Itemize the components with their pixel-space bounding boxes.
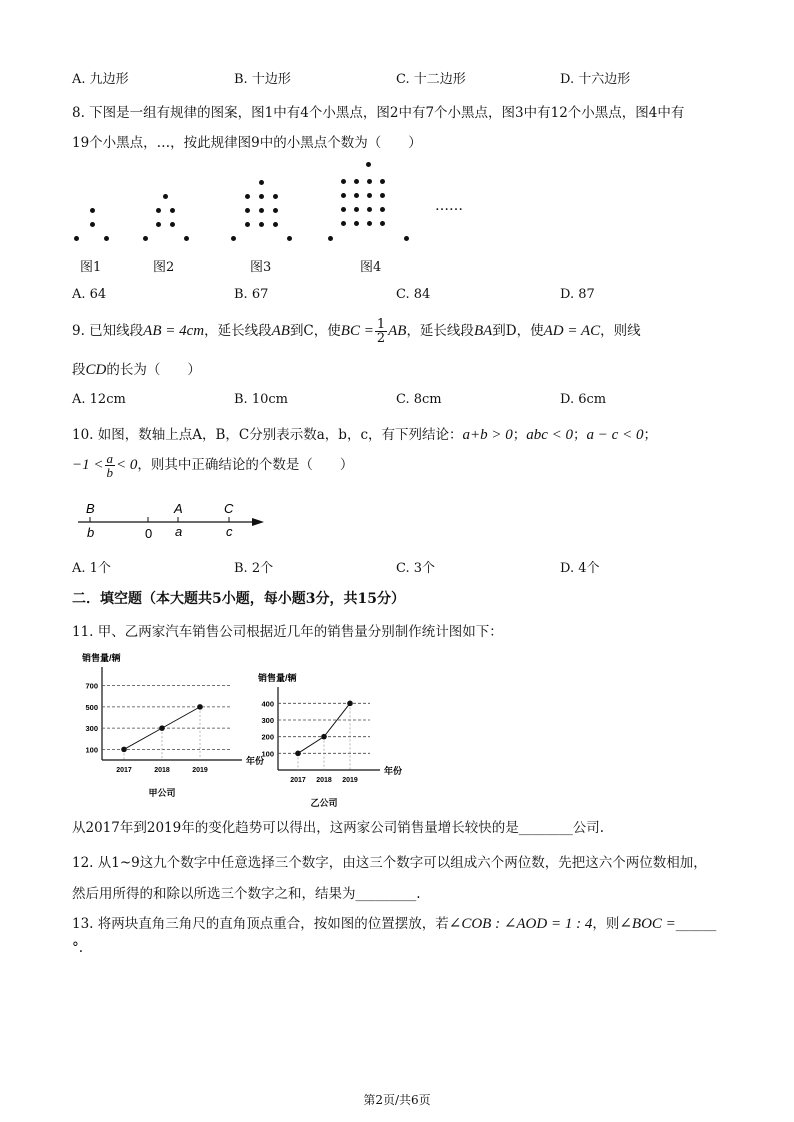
axis-point-B: B (86, 501, 95, 516)
data-point (321, 734, 327, 740)
section-fill-in-heading: 二．填空题（本大题共5小题，每小题3分，共15分） (72, 591, 405, 607)
q8-fig-label-2: 图2 (153, 260, 175, 275)
x-tick-label: 2017 (290, 777, 306, 784)
x-axis-label: 年份 (246, 756, 265, 766)
y-tick-label: 400 (261, 699, 274, 709)
y-tick-label: 100 (85, 745, 98, 755)
q8-ellipsis: …… (435, 198, 463, 214)
axis-value-c: c (226, 524, 233, 539)
q9-fraction: $\frac{1}{2}$ (376, 317, 386, 346)
q10-option-a: A. 1个 (72, 561, 111, 576)
y-tick-label: 300 (85, 724, 98, 734)
data-point (159, 725, 165, 731)
q8-option-a: A. 64 (72, 287, 107, 302)
axis-zero: 0 (145, 526, 153, 541)
q7-option-d: D. 十六边形 (560, 72, 631, 87)
q10-fraction: $\frac{a}{b}$ (106, 451, 113, 480)
q8-fig-label-1: 图1 (80, 260, 102, 275)
q11-follow: 从2017年到2019年的变化趋势可以得出，这两家公司销售量增长较快的是________公司. (72, 820, 605, 836)
data-point (197, 704, 203, 710)
chart-title: 乙公司 (310, 798, 338, 808)
q9-option-b: B. 10cm (234, 392, 288, 407)
y-tick-label: 300 (261, 716, 274, 725)
y-axis-label: 销售量/辆 (82, 653, 121, 663)
q10-option-d: D. 4个 (560, 561, 600, 576)
y-tick-label: 100 (261, 749, 274, 759)
q8-option-d: D. 87 (560, 287, 595, 302)
q8-line1: 8. 下图是一组有规律的图案，图1中有4个小黑点，图2中有7个小黑点，图3中有12个小黑点，图4中有 (72, 105, 685, 121)
q13-line2: °. (72, 940, 84, 956)
y-axis-label: 销售量/辆 (258, 673, 297, 683)
chart-company-jia (80, 648, 265, 808)
q12-line2: 然后用所得的和除以所选三个数字之和，结果为_________. (72, 886, 421, 902)
q8-line2: 19个小黑点，…，按此规律图9中的小黑点个数为（ ） (72, 135, 422, 151)
x-tick-label: 2019 (342, 777, 358, 784)
q9-option-d: D. 6cm (560, 392, 607, 407)
q8-fig-label-4: 图4 (360, 260, 382, 275)
y-tick-label: 500 (85, 702, 98, 712)
q12-line1: 12. 从1~9这九个数字中任意选择三个数字，由这三个数字可以组成六个两位数，先把这六个两位数相加， (72, 855, 707, 871)
q10-line2: −1 < $\frac{a}{b}$ < 0，则其中正确结论的个数是（ ） (72, 451, 354, 480)
q9-option-a: A. 12cm (72, 392, 126, 407)
data-point (295, 751, 301, 757)
data-point (121, 747, 127, 753)
axis-value-a: a (175, 524, 183, 539)
axis-value-b: b (87, 525, 95, 540)
axis-point-A: A (174, 501, 183, 516)
q8-option-b: B. 67 (234, 287, 269, 302)
q7-option-c: C. 十二边形 (396, 72, 466, 87)
q11-text: 11. 甲、乙两家汽车销售公司根据近几年的销售量分别制作统计图如下： (72, 624, 503, 640)
q8-option-c: C. 84 (396, 287, 431, 302)
q7-option-a: A. 九边形 (72, 72, 129, 87)
data-point (347, 701, 353, 707)
y-tick-label: 700 (85, 681, 98, 691)
axis-point-C: C (224, 501, 234, 516)
x-tick-label: 2018 (154, 767, 170, 774)
q9-line1: 9. 已知线段AB = 4cm，延长线段AB到C，使BC = $\frac{1}{2}$ AB，延长线段BA到D，使AD = AC，则线 (72, 317, 641, 346)
q8-fig-label-3: 图3 (250, 260, 272, 275)
x-tick-label: 2019 (192, 767, 208, 774)
x-axis-label: 年份 (384, 766, 403, 776)
x-tick-label: 2017 (116, 767, 132, 774)
q7-option-b: B. 十边形 (234, 72, 291, 87)
q9-option-c: C. 8cm (396, 392, 442, 407)
page-footer: 第2页/共6页 (363, 1093, 431, 1107)
chart-title: 甲公司 (148, 788, 176, 798)
q9-line2: 段CD的长为（ ） (72, 362, 201, 378)
y-tick-label: 200 (261, 732, 274, 742)
q10-line1: 10. 如图，数轴上点A，B，C分别表示数a，b，c，有下列结论：a+b > 0；abc < 0；a − c < 0； (72, 427, 657, 443)
q10-option-b: B. 2个 (234, 561, 274, 576)
q13-line1: 13. 将两块直角三角尺的直角顶点重合，按如图的位置摆放，若∠COB : ∠AOD = 1 : 4，则∠BOC =______ (72, 916, 717, 932)
chart-company-yi (258, 652, 403, 808)
q10-number-line (72, 497, 272, 543)
q10-option-c: C. 3个 (396, 561, 436, 576)
x-tick-label: 2018 (316, 777, 332, 784)
